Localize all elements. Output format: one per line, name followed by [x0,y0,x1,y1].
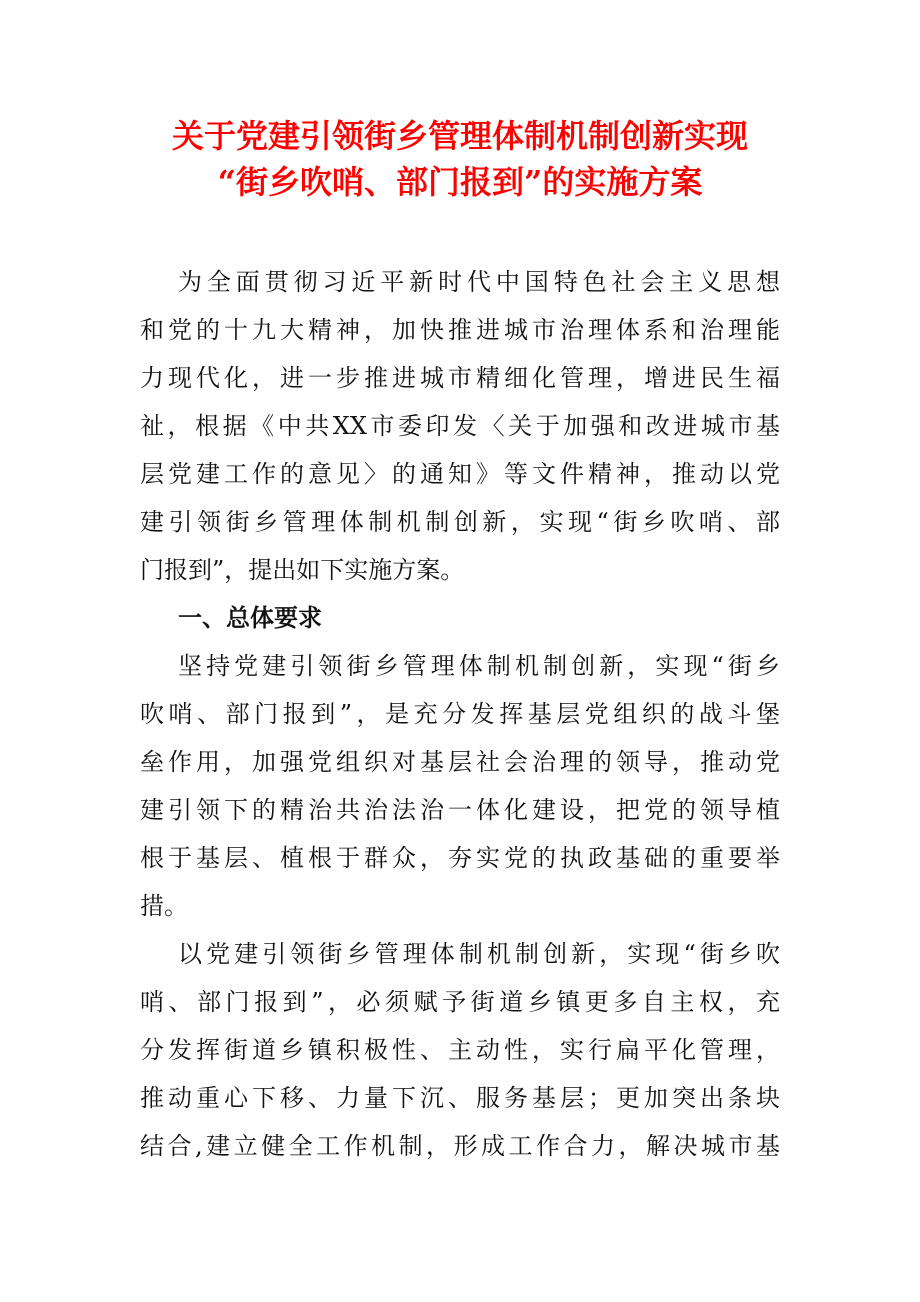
paragraph-1-line: 祉，根据《中共XX市委印发〈关于加强和改进城市基 [140,412,780,440]
paragraph-3-line: 哨、部门报到”，必须赋予街道乡镇更多自主权，充 [140,988,780,1016]
paragraph-1-line: 和党的十九大精神，加快推进城市治理体系和治理能 [140,316,780,344]
paragraph-3-line: 结合,建立健全工作机制，形成工作合力，解决城市基 [140,1132,780,1160]
paragraph-2-line: 吹哨、部门报到”，是充分发挥基层党组织的战斗堡 [140,700,780,728]
paragraph-1-line: 层党建工作的意见〉的通知》等文件精神，推动以党 [140,460,780,488]
paragraph-3-line: 以党建引领街乡管理体制机制创新，实现“街乡吹 [178,940,780,968]
paragraph-3-line: 分发挥街道乡镇积极性、主动性，实行扁平化管理， [140,1036,780,1064]
paragraph-3-line: 推动重心下移、力量下沉、服务基层；更加突出条块 [140,1084,780,1112]
document-title-line-1: 关于党建引领街乡管理体制机制创新实现 [171,117,748,155]
document-title-line-2: “街乡吹哨、部门报到”的实施方案 [217,163,703,201]
paragraph-2-line: 坚持党建引领街乡管理体制机制创新，实现“街乡 [178,652,780,680]
paragraph-2-line: 建引领下的精治共治法治一体化建设，把党的领导植 [140,796,780,824]
paragraph-1-line: 门报到”，提出如下实施方案。 [140,556,465,584]
paragraph-1-line: 建引领街乡管理体制机制创新，实现“街乡吹哨、部 [140,508,780,536]
section-heading: 一、总体要求 [178,604,322,632]
paragraph-2-line: 根于基层、植根于群众，夯实党的执政基础的重要举 [140,844,780,872]
paragraph-2-line: 垒作用，加强党组织对基层社会治理的领导，推动党 [140,748,780,776]
paragraph-2-line: 措。 [140,892,188,920]
paragraph-1-line: 力现代化，进一步推进城市精细化管理，增进民生福 [140,364,780,392]
paragraph-1-line: 为全面贯彻习近平新时代中国特色社会主义思想 [178,268,780,296]
